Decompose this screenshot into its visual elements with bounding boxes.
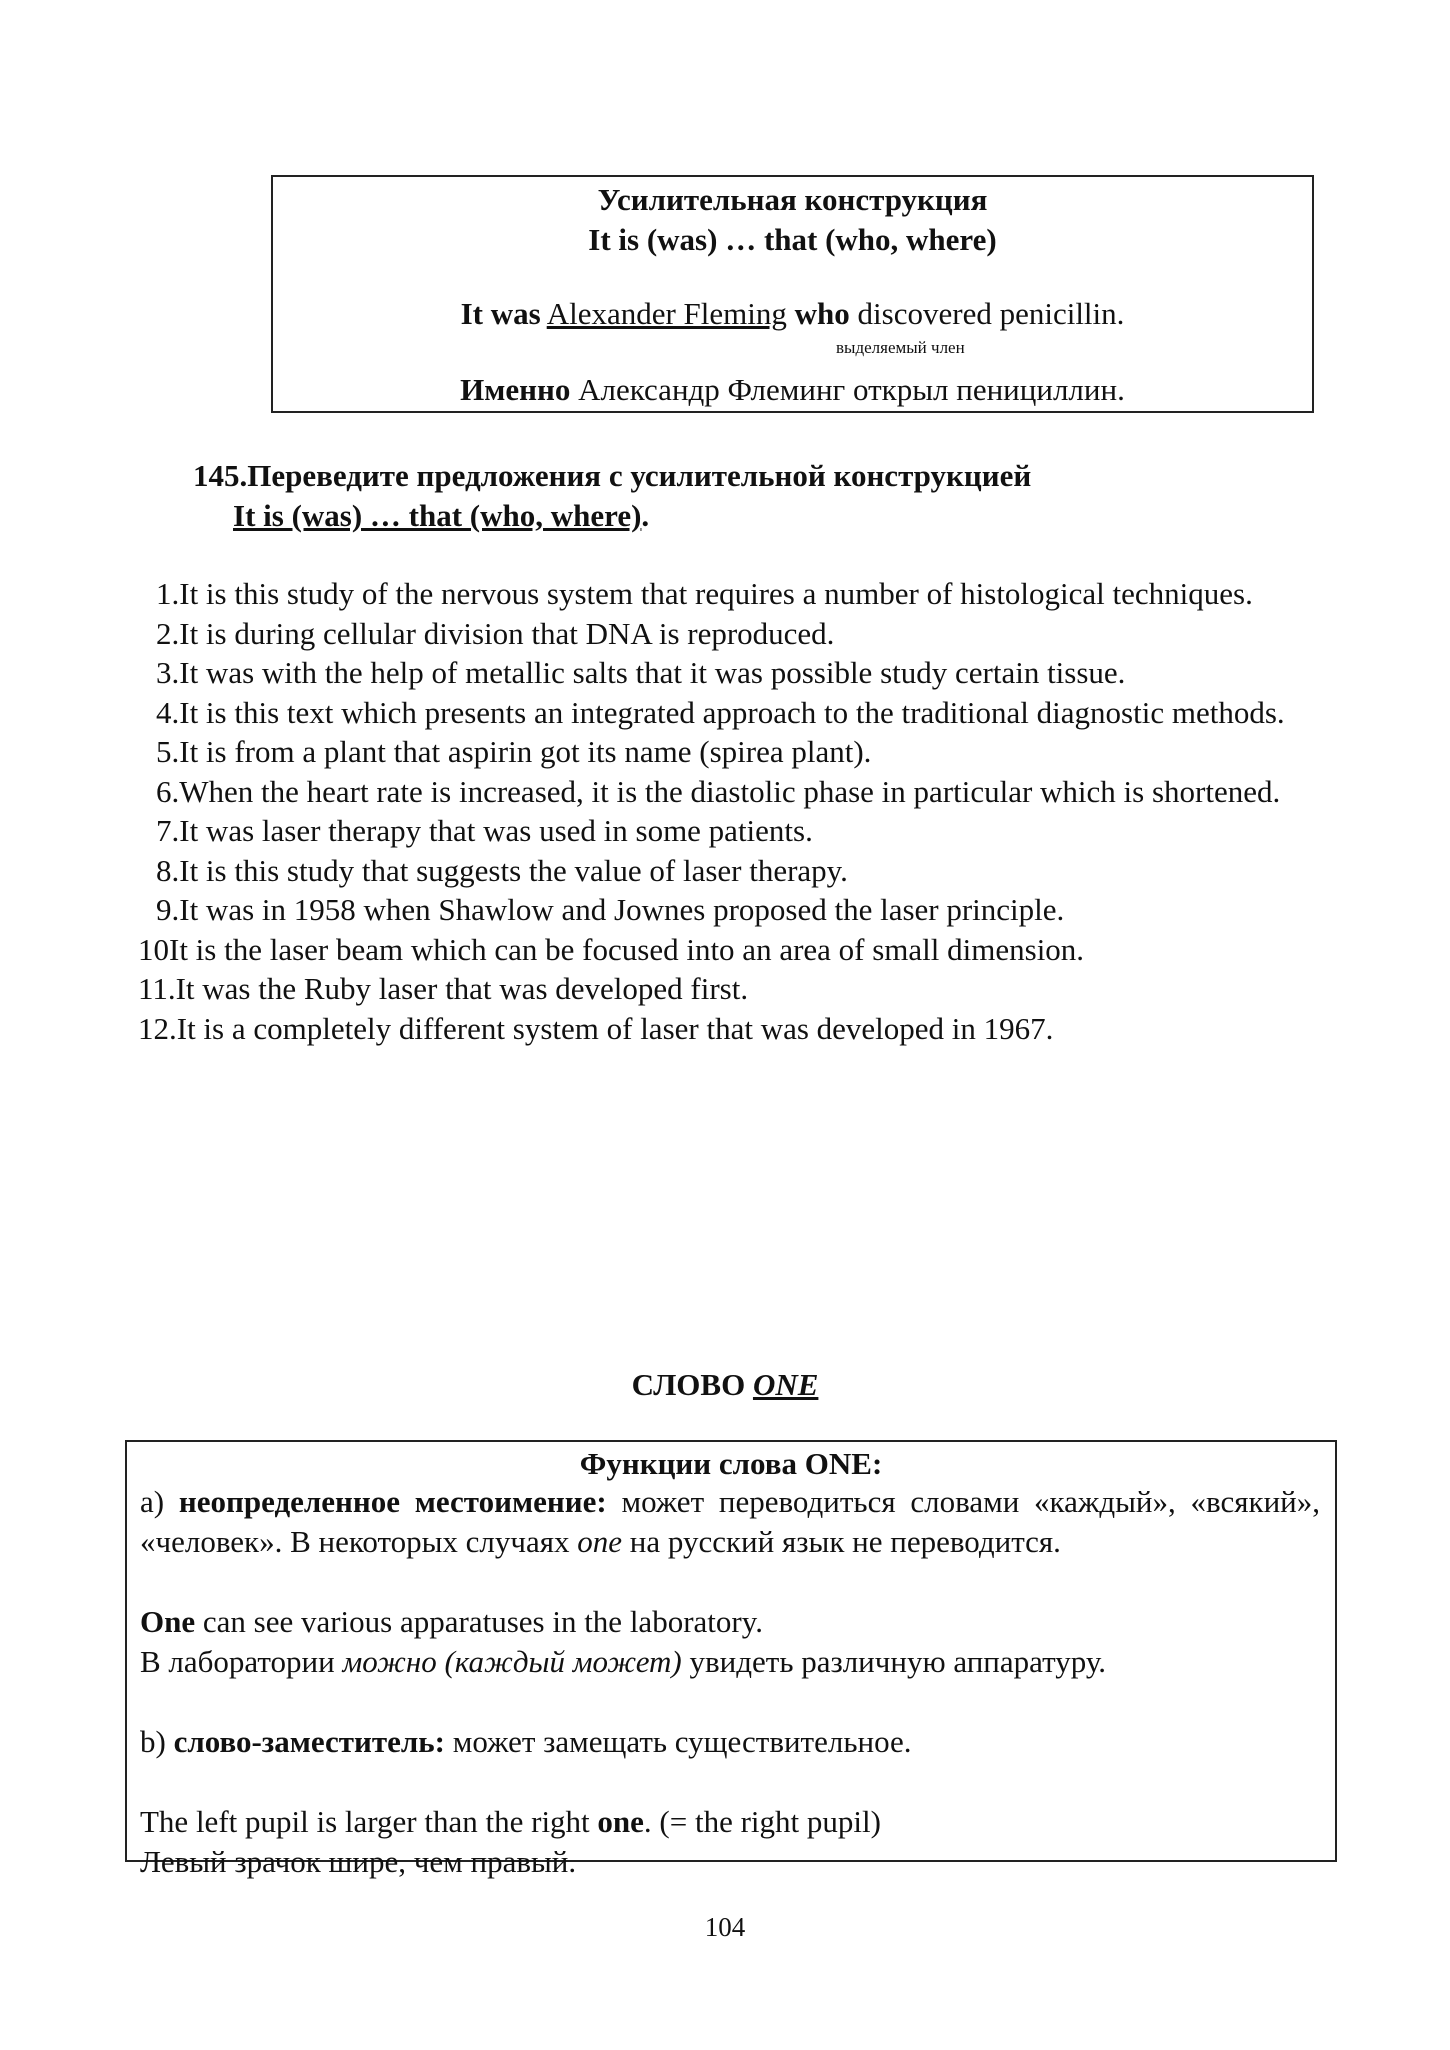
example2-russian: Левый зрачок шире, чем правый. xyxy=(140,1844,577,1879)
example-rest: discovered penicillin. xyxy=(857,296,1125,331)
sentence-item: 12.It is a completely different system of laser that was developed in 1967. xyxy=(138,1010,1054,1046)
example1-russian xyxy=(140,1642,1320,1682)
function-a-text-end: на русский язык не переводится. xyxy=(629,1524,1061,1559)
example-ru-bold: Именно xyxy=(460,372,571,407)
example1-ru-end: увидеть различную аппаратуру. xyxy=(689,1644,1106,1679)
sentence-item: 7.It was laser therapy that was used in some patients. xyxy=(156,813,813,848)
sentence-item: 3.It was with the help of metallic salts that it was possible study certain tissue. xyxy=(156,655,1126,690)
function-b-text: может замещать существительное. xyxy=(452,1724,912,1759)
example1-english xyxy=(140,1602,1320,1642)
example2-end: . (= the right pupil) xyxy=(643,1804,881,1839)
example-english xyxy=(273,295,1312,333)
example-highlighted-member: Alexander Fleming xyxy=(546,296,787,331)
example2-start: The left pupil is larger than the right xyxy=(140,1804,590,1839)
rule-construction: It is (was) … that (who, where) xyxy=(588,222,997,257)
highlighted-member-note: выделяемый член xyxy=(836,338,965,357)
example2-english xyxy=(140,1802,1320,1842)
exercise-subheading xyxy=(233,496,649,536)
example-it-was: It was xyxy=(460,296,541,331)
example2-one: one xyxy=(597,1804,644,1839)
sentence-item: 8.It is this study that suggests the value of laser therapy. xyxy=(156,852,848,888)
sentence-item: 11.It was the Ruby laser that was developed first. xyxy=(138,971,749,1006)
section-title xyxy=(0,1365,1450,1405)
function-b-paragraph xyxy=(140,1722,1320,1762)
page-number: 104 xyxy=(704,1912,746,1942)
function-a-paragraph xyxy=(140,1482,1320,1562)
section-title-emph: ONE xyxy=(752,1367,819,1402)
sentence-item: 6.When the heart rate is increased, it is the diastolic phase in particular which is shortened. xyxy=(156,773,1281,809)
grammar-rule-box xyxy=(271,175,1314,413)
example1-ru-italic: можно (каждый может) xyxy=(342,1644,682,1679)
example1-ru-start: В лаборатории xyxy=(140,1644,335,1679)
functions-title: Функции слова ONE: xyxy=(579,1446,883,1481)
rule-title: Усилительная конструкция xyxy=(597,182,988,217)
sentence-item: 2.It is during cellular division that DNA is reproduced. xyxy=(156,615,835,651)
sentence-item: 9.It was in 1958 when Shawlow and Jownes proposed the laser principle. xyxy=(156,892,1065,927)
function-a-term: неопределенное местоимение: xyxy=(178,1484,607,1519)
section-title-plain: СЛОВО xyxy=(631,1367,746,1402)
sentence-item: 4.It is this text which presents an integrated approach to the traditional diagnostic methods. xyxy=(156,694,1285,730)
example-ru-rest: Александр Флеминг открыл пенициллин. xyxy=(578,372,1125,407)
example-who: who xyxy=(794,296,850,331)
function-b-label: b) xyxy=(140,1724,166,1759)
exercise-subheading-end: . xyxy=(641,498,650,533)
function-a-label: a) xyxy=(140,1484,165,1519)
example-russian xyxy=(273,371,1312,409)
exercise-subheading-text: It is (was) … that (who, where) xyxy=(233,498,642,533)
sentence-item: 1.It is this study of the nervous system that requires a number of histological techniques. xyxy=(156,576,1253,611)
sentence-item: 10It is the laser beam which can be focused into an area of small dimension. xyxy=(138,931,1085,967)
exercise-heading: 145.Переведите предложения с усилительной конструкцией xyxy=(193,458,1032,493)
functions-of-one-box xyxy=(125,1440,1337,1879)
function-b-term: слово-заместитель: xyxy=(173,1724,445,1759)
example1-one: One xyxy=(140,1604,196,1639)
function-a-text: может переводиться словами «каждый», «всякий», «человек». В некоторых случаях xyxy=(140,1484,1321,1559)
sentence-item: 5.It is from a plant that aspirin got its name (spirea plant). xyxy=(156,734,872,769)
function-a-italic: one xyxy=(577,1524,623,1559)
exercise-sentences xyxy=(138,574,1322,1048)
example1-rest: can see various apparatuses in the laboratory. xyxy=(202,1604,763,1639)
